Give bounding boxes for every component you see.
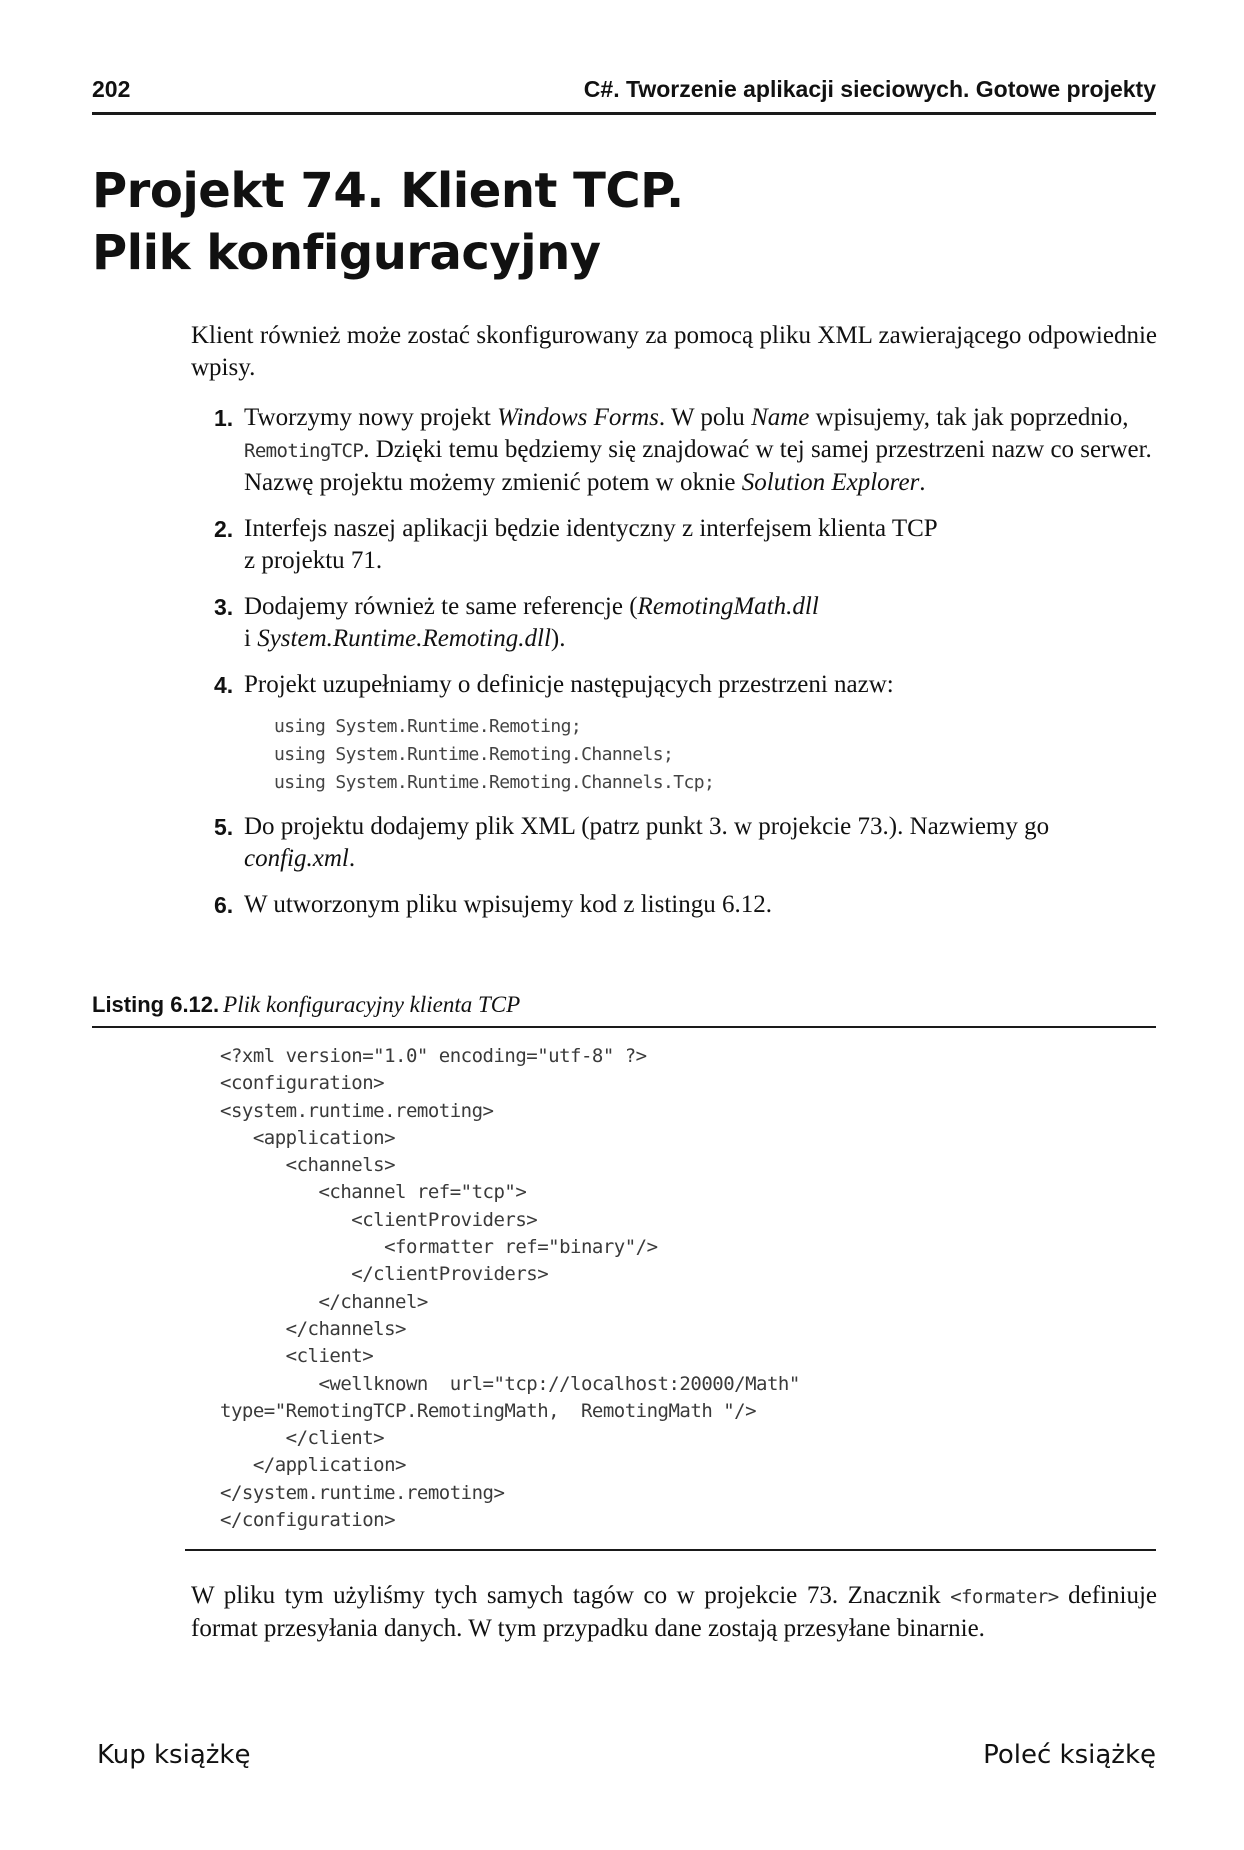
step-text: Do projektu dodajemy plik XML (patrz punkt 3. w projekcie 73.). Nazwiemy go config.xml. (244, 813, 1050, 872)
book-title: C#. Tworzenie aplikacji sieciowych. Gotowe projekty (583, 76, 1156, 102)
step-number: 4. (214, 672, 234, 698)
code-line: <clientProviders> (220, 1208, 538, 1231)
step-number: 5. (214, 814, 234, 840)
code-line: </application> (220, 1454, 406, 1477)
code-line: <application> (220, 1126, 396, 1149)
step-text: W utworzonym pliku wpisujemy kod z listingu 6.12. (244, 891, 772, 918)
code-line: <channel ref="tcp"> (220, 1181, 527, 1204)
list-item (214, 513, 1164, 577)
step-text: Interfejs naszej aplikacji będzie identyczny z interfejsem klienta TCP z projektu 71. (244, 515, 938, 574)
step-number: 6. (214, 892, 234, 918)
inline-code: <formater> (950, 1586, 1059, 1608)
step-text: Tworzymy nowy projekt Windows Forms. W polu Name wpisujemy, tak jak poprzednio, RemotingTCP. Dzięki temu będziemy się znajdować w tej samej przestrzeni nazw co serwer. Nazwę projektu możemy zmienić potem w oknie Solution Explorer. (244, 404, 1152, 496)
list-item (214, 402, 1164, 499)
code-line: </clientProviders> (220, 1263, 549, 1286)
listing-bottom-rule (185, 1549, 1156, 1551)
code-line: </channels> (220, 1317, 406, 1340)
listing-code-block (220, 1043, 1160, 1534)
code-line: </system.runtime.remoting> (220, 1481, 505, 1504)
list-item (214, 591, 1164, 655)
list-item (214, 669, 1164, 797)
code-line: </configuration> (220, 1509, 396, 1532)
code-line: <formatter ref="binary"/> (220, 1236, 658, 1259)
using-code-block (274, 713, 1164, 797)
step-number: 1. (214, 405, 234, 431)
code-line: <configuration> (220, 1072, 385, 1095)
inline-code: RemotingTCP (244, 440, 364, 462)
code-line: <?xml version="1.0" encoding="utf-8" ?> (220, 1045, 647, 1067)
list-item (214, 889, 1164, 921)
code-line: <wellknown url="tcp://localhost:20000/Math" (220, 1372, 800, 1395)
code-line: <channels> (220, 1154, 396, 1177)
step-text: Dodajemy również te same referencje (RemotingMath.dll i System.Runtime.Remoting.dll). (244, 593, 819, 652)
code-line: using System.Runtime.Remoting.Channels; (274, 744, 674, 765)
listing-caption (92, 992, 1156, 1028)
steps-list (214, 402, 1164, 935)
chapter-title-line-2: Plik konfiguracyjny (92, 225, 601, 281)
code-line: </client> (220, 1427, 385, 1450)
code-line: using System.Runtime.Remoting; (274, 716, 582, 737)
buy-book-link[interactable]: Kup książkę (97, 1740, 251, 1770)
listing-title: Plik konfiguracyjny klienta TCP (223, 992, 521, 1017)
chapter-title (92, 160, 684, 284)
code-line: <client> (220, 1345, 374, 1368)
code-line: type="RemotingTCP.RemotingMath, RemotingMath "/> (220, 1399, 757, 1422)
code-line: </channel> (220, 1290, 428, 1313)
page-number: 202 (92, 76, 131, 102)
code-line: using System.Runtime.Remoting.Channels.Tcp; (274, 772, 715, 793)
step-text: Projekt uzupełniamy o definicje następujących przestrzeni nazw: (244, 671, 894, 698)
closing-paragraph: W pliku tym użyliśmy tych samych tagów co w projekcie 73. Znacznik <formater> definiuje format przesyłania danych. W tym przypadku dane zostają przesyłane binarnie. (191, 1582, 1157, 1642)
code-line: <system.runtime.remoting> (220, 1099, 494, 1122)
recommend-book-link[interactable]: Poleć książkę (983, 1740, 1156, 1770)
step-number: 3. (214, 594, 234, 620)
list-item (214, 811, 1164, 875)
intro-paragraph: Klient również może zostać skonfigurowany za pomocą pliku XML zawierającego odpowiednie wpisy. (191, 322, 1157, 381)
step-number: 2. (214, 516, 234, 542)
running-header (92, 72, 1156, 115)
listing-label: Listing 6.12. (92, 992, 220, 1017)
chapter-title-line-1: Projekt 74. Klient TCP. (92, 163, 684, 219)
